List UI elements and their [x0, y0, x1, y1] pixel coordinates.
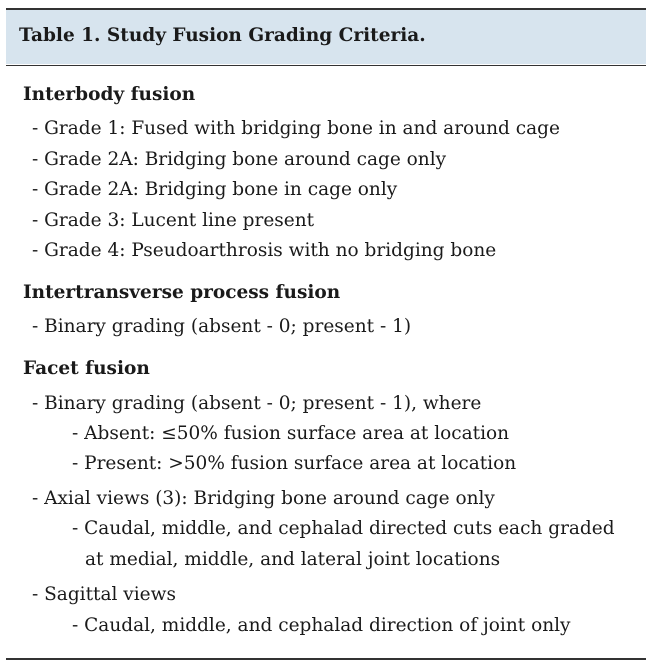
list-item: - Binary grading (absent - 0; present - 1), where	[32, 393, 482, 414]
list-subitem-continuation: at medial, middle, and lateral joint locations	[85, 549, 501, 570]
list-item: - Grade 2A: Bridging bone around cage only	[32, 149, 447, 170]
list-item: - Binary grading (absent - 0; present - 1)	[32, 316, 412, 337]
list-item: - Sagittal views	[32, 584, 176, 605]
fusion-grading-table	[6, 8, 646, 660]
table-header-rule	[6, 65, 646, 66]
table-title: Table 1. Study Fusion Grading Criteria.	[19, 25, 426, 46]
list-item: - Grade 3: Lucent line present	[32, 210, 315, 231]
list-item: - Grade 2A: Bridging bone in cage only	[32, 179, 398, 200]
list-item: - Axial views (3): Bridging bone around cage only	[32, 488, 495, 509]
list-subitem: - Absent: ≤50% fusion surface area at location	[72, 423, 510, 444]
table-bottom-rule	[6, 658, 646, 660]
list-item: - Grade 1: Fused with bridging bone in and around cage	[32, 118, 560, 139]
list-subitem: - Caudal, middle, and cephalad direction of joint only	[72, 615, 571, 636]
section-heading-facet: Facet fusion	[23, 358, 150, 379]
list-subitem: - Present: >50% fusion surface area at location	[72, 453, 517, 474]
list-subitem: - Caudal, middle, and cephalad directed cuts each graded	[72, 518, 615, 539]
section-heading-interbody: Interbody fusion	[23, 84, 196, 105]
list-item: - Grade 4: Pseudoarthrosis with no bridging bone	[32, 240, 497, 261]
section-heading-intertransverse: Intertransverse process fusion	[23, 282, 341, 303]
